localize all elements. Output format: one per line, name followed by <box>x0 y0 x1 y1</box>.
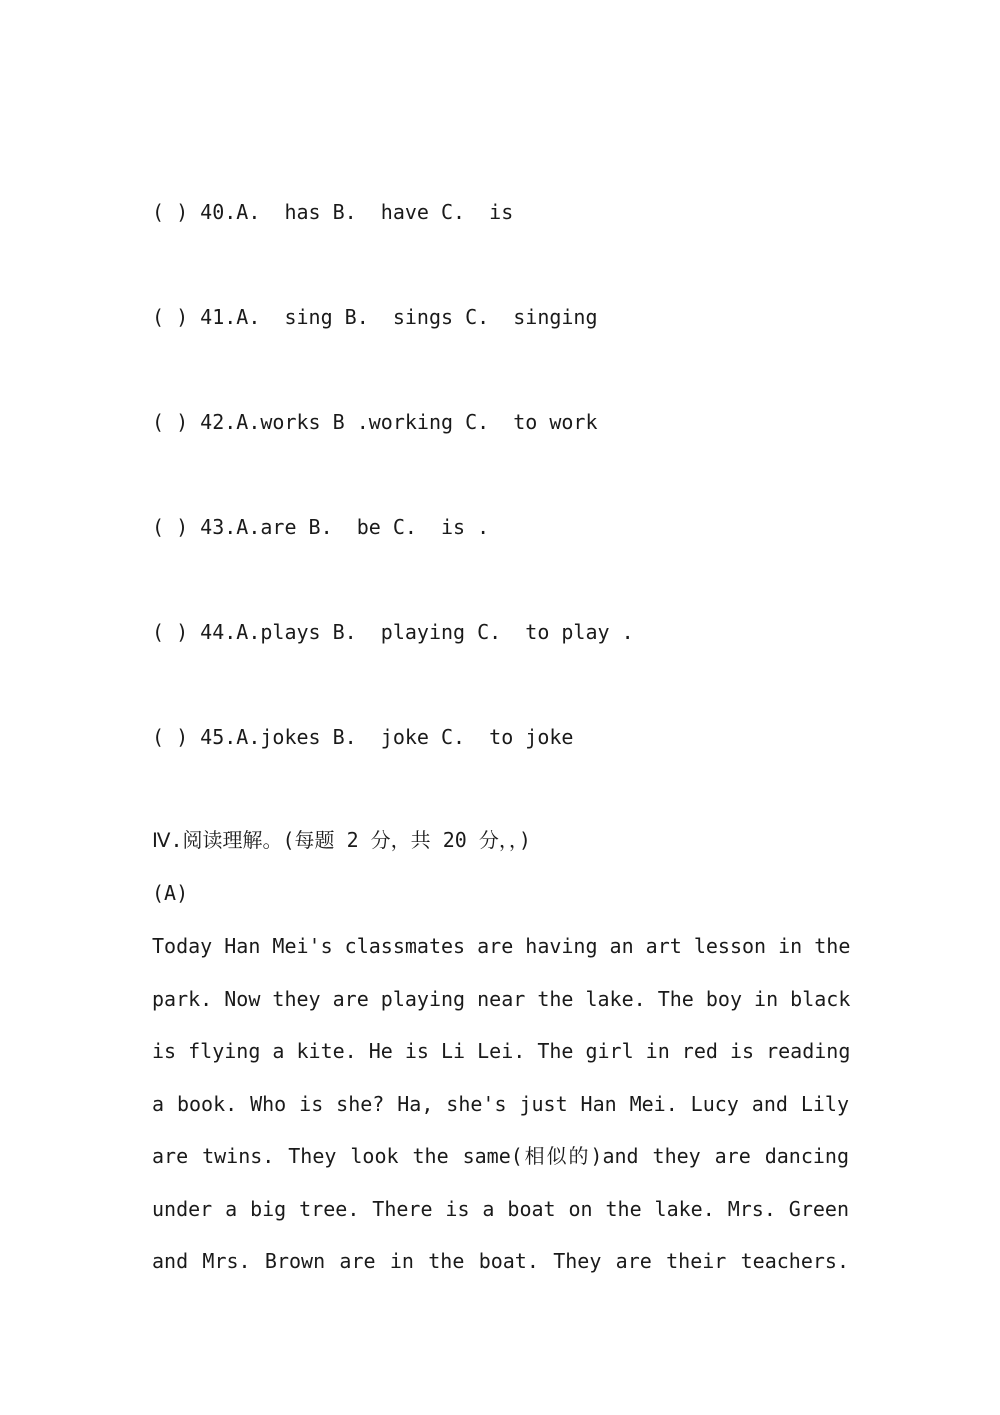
question-40: ( ) 40.A. has B. have C. is <box>152 200 514 224</box>
section-heading: Ⅳ.阅读理解。(每题 2 分，共 20 分，，) <box>152 828 531 852</box>
passage-line: a book. Who is she? Ha, she's just Han Mei. Lucy and Lily <box>152 1091 849 1116</box>
passage-line: park. Now they are playing near the lake. The boy in black <box>152 986 851 1011</box>
question-43: ( ) 43.A.are B. be C. is . <box>152 515 490 539</box>
subsection-label: (A) <box>152 881 189 905</box>
passage-line: are twins. They look the same(相似的)and they are dancing <box>152 1144 849 1168</box>
question-42: ( ) 42.A.works B .working C. to work <box>152 410 598 434</box>
passage-line: is flying a kite. He is Li Lei. The girl in red is reading <box>152 1039 851 1063</box>
question-44: ( ) 44.A.plays B. playing C. to play . <box>152 620 634 644</box>
passage-line: Today Han Mei's classmates are having an art lesson in the <box>152 934 851 958</box>
question-41: ( ) 41.A. sing B. sings C. singing <box>152 305 598 329</box>
question-45: ( ) 45.A.jokes B. joke C. to joke <box>152 725 574 749</box>
reading-passage <box>152 932 849 1300</box>
passage-line: under a big tree. There is a boat on the lake. Mrs. Green <box>152 1196 849 1221</box>
passage-line: and Mrs. Brown are in the boat. They are their teachers. <box>152 1249 849 1273</box>
